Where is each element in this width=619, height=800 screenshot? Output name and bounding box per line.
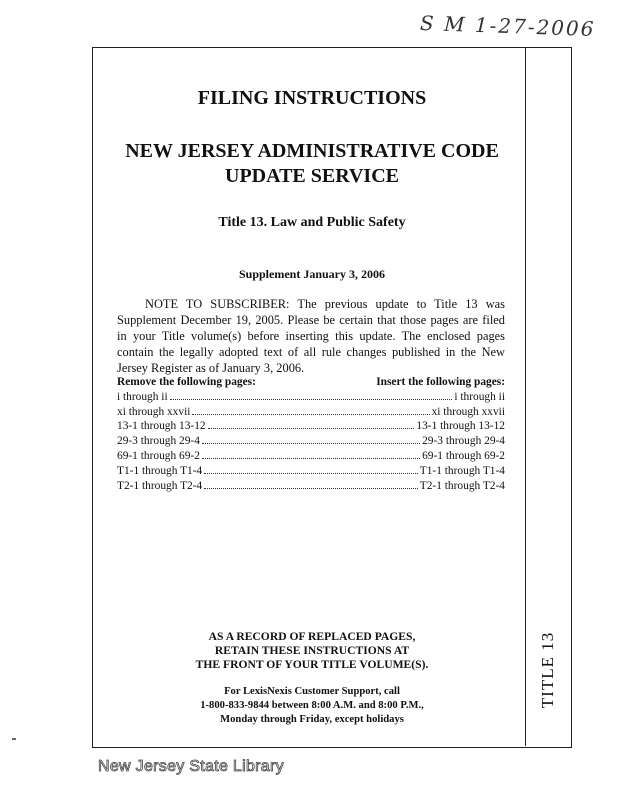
page-title: FILING INSTRUCTIONS bbox=[197, 87, 427, 109]
subscriber-note-text: NOTE TO SUBSCRIBER: The previous update to Title 13 was Supplement December 19, 2005. Please be certain that those pages are filed in your Title volume(s) before inserting this update. The enclosed pages contain the legally adopted text of all rule changes published in the New Jersey Register as of January 3, 2006. bbox=[117, 297, 505, 375]
remove-range: 69-1 through 69-2 bbox=[117, 449, 200, 462]
code-title-line-2: UPDATE SERVICE bbox=[225, 165, 399, 187]
table-row bbox=[117, 390, 505, 405]
record-notice bbox=[117, 630, 507, 672]
remove-header: Remove the following pages: bbox=[117, 376, 256, 388]
support-line-2: 1-800-833-9844 between 8:00 A.M. and 8:00 P.M., bbox=[200, 700, 424, 711]
dot-leader bbox=[202, 449, 420, 459]
insert-range: i through ii bbox=[454, 390, 505, 403]
dot-leader bbox=[202, 434, 420, 444]
support-line-1: For LexisNexis Customer Support, call bbox=[224, 686, 400, 697]
table-row bbox=[117, 479, 505, 494]
table-row bbox=[117, 419, 505, 434]
title-name: Title 13. Law and Public Safety bbox=[218, 215, 406, 230]
subscriber-note bbox=[117, 296, 505, 376]
pages-table bbox=[117, 376, 505, 493]
dot-leader bbox=[170, 390, 453, 400]
insert-range: xi through xxvii bbox=[431, 405, 505, 418]
insert-range: 69-1 through 69-2 bbox=[422, 449, 505, 462]
insert-range: T2-1 through T2-4 bbox=[419, 479, 505, 492]
remove-range: T2-1 through T2-4 bbox=[117, 479, 203, 492]
library-stamp: New Jersey State Library bbox=[98, 758, 284, 775]
insert-range: 29-3 through 29-4 bbox=[422, 435, 505, 448]
dot-leader bbox=[208, 419, 415, 429]
insert-range: T1-1 through T1-4 bbox=[419, 464, 505, 477]
code-title bbox=[117, 139, 507, 189]
table-row bbox=[117, 449, 505, 464]
remove-range: T1-1 through T1-4 bbox=[117, 464, 203, 477]
scan-speck bbox=[12, 738, 16, 740]
title-tab-label: TITLE 13 bbox=[538, 631, 557, 709]
dot-leader bbox=[192, 405, 429, 415]
remove-range: 29-3 through 29-4 bbox=[117, 435, 200, 448]
record-notice-line-1: AS A RECORD OF REPLACED PAGES, bbox=[208, 630, 416, 643]
table-row bbox=[117, 405, 505, 420]
pages-table-header bbox=[117, 376, 505, 390]
dot-leader bbox=[204, 464, 418, 474]
table-row bbox=[117, 464, 505, 479]
support-line-3: Monday through Friday, except holidays bbox=[220, 714, 404, 725]
remove-range: xi through xxvii bbox=[117, 405, 191, 418]
record-notice-line-2: RETAIN THESE INSTRUCTIONS AT bbox=[214, 644, 410, 657]
dot-leader bbox=[204, 479, 418, 489]
remove-range: 13-1 through 13-12 bbox=[117, 420, 206, 433]
remove-range: i through ii bbox=[117, 390, 168, 403]
table-row bbox=[117, 434, 505, 449]
code-title-line-1: NEW JERSEY ADMINISTRATIVE CODE bbox=[125, 140, 499, 162]
customer-support-info bbox=[117, 685, 507, 727]
record-notice-line-3: THE FRONT OF YOUR TITLE VOLUME(S). bbox=[195, 658, 429, 671]
insert-range: 13-1 through 13-12 bbox=[416, 420, 505, 433]
handwritten-annotation: S M 1-27-2006 bbox=[419, 10, 596, 42]
supplement-date: Supplement January 3, 2006 bbox=[238, 267, 386, 281]
insert-header: Insert the following pages: bbox=[376, 376, 505, 388]
